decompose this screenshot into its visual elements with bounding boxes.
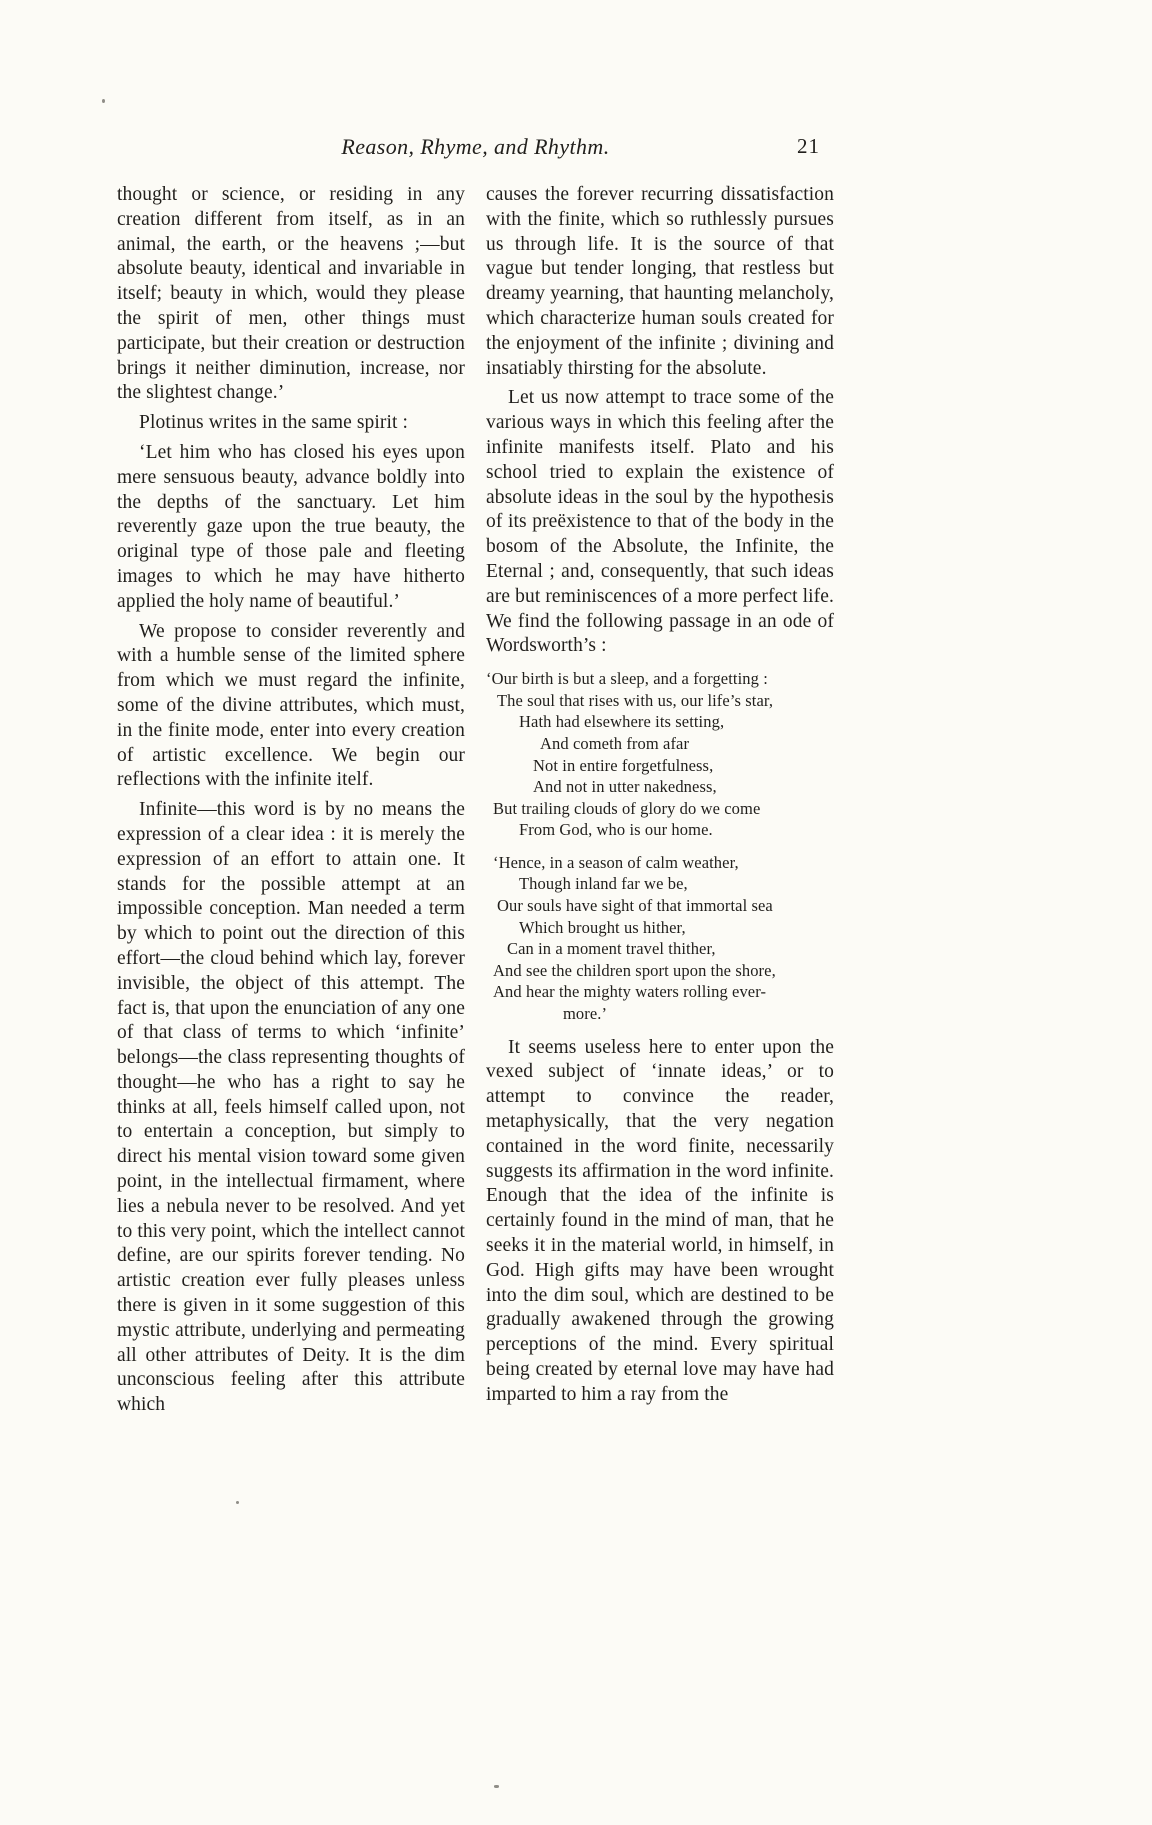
scan-speck — [236, 1501, 239, 1504]
page-number: 21 — [797, 134, 820, 158]
poem-line: But trailing clouds of glory do we come — [493, 798, 761, 818]
body-paragraph: causes the forever recurring dissatisfaction with the finite, which so ruthlessly pursues us through life. It is the source of that vague but tender longing, that restless but dreamy yearning, that haunting melancholy, which characterize human souls created for the enjoyment of the infinite ; divining and insatiably thirsting for the absolute. — [486, 184, 834, 379]
poem-line: Can in a moment travel thither, — [507, 939, 716, 959]
poem-line: more.’ — [563, 1004, 608, 1024]
page-header — [117, 134, 834, 164]
poem-line: ‘Hence, in a season of calm weather, — [493, 852, 739, 872]
poem-stanza — [486, 852, 834, 1025]
poem-line: ‘Our birth is but a sleep, and a forgetting : — [486, 669, 768, 689]
body-paragraph: We propose to consider reverently and with a humble sense of the limited sphere from which we must regard the infinite, some of the divine attributes, which must, in the finite mode, enter into every creation of artistic excellence. We begin our reflections with the infinite itelf. — [117, 620, 465, 791]
poem-line: And see the children sport upon the shore, — [493, 960, 776, 980]
poem-line: The soul that rises with us, our life’s star, — [497, 690, 774, 710]
poem-line: Hath had elsewhere its setting, — [519, 712, 725, 732]
body-paragraph: Let us now attempt to trace some of the various ways in which this feeling after the infinite manifests itself. Plato and his school tried to explain the existence of absolute ideas in the soul by the hypothesis of its preëxistence to that of the body in the bosom of the Absolute, the Infinite, the Eternal ; and, consequently, that such ideas are but reminiscences of a more perfect life. We find the following passage in an ode of Wordsworth’s : — [486, 387, 834, 657]
poem-line: Our souls have sight of that immortal sea — [497, 896, 773, 916]
body-paragraph: thought or science, or residing in any creation different from itself, as in an animal, the earth, or the heavens ;—but absolute beauty, identical and invariable in itself; beauty in which, would they please the spirit of men, other things must participate, but their creation or destruction brings it neither diminution, increase, nor the slightest change.’ — [117, 184, 465, 404]
poem-line: Not in entire forgetfulness, — [533, 755, 714, 775]
left-column — [117, 183, 465, 1423]
right-column — [486, 183, 834, 1423]
body-paragraph: Infinite—this word is by no means the expression of a clear idea : it is merely the expression of an effort to attain one. It stands for the possible attempt at an impossible conception. Man needed a term by which to point out the direction of this effort—the cloud behind which lay, forever invisible, the object of this attempt. The fact is, that upon the enunciation of any one of that class of terms to which ‘infinite’ belongs—the class representing thoughts of thought—he who has a right to say he thinks at all, feels himself called upon, not to entertain a conception, but simply to direct his mental vision toward some given point, in the intellectual firmament, where lies a nebula never to be resolved. And yet to this very point, which the intellect cannot define, are our spirits forever tending. No artistic creation ever fully pleases unless there is given in it some suggestion of this mystic attribute, underlying and permeating all other attributes of Deity. It is the dim unconscious feeling after this attribute which — [117, 799, 465, 1416]
poem-line: And not in utter nakedness, — [533, 777, 717, 797]
poem-line: And cometh from afar — [540, 733, 690, 753]
scan-speck — [102, 99, 105, 103]
body-paragraph: Plotinus writes in the same spirit : — [139, 412, 409, 434]
running-title: Reason, Rhyme, and Rhythm. — [341, 134, 610, 159]
two-column-body — [117, 183, 834, 1423]
poem-line: Which brought us hither, — [519, 917, 686, 937]
poem-stanza — [486, 668, 834, 841]
poem-line: From God, who is our home. — [519, 820, 713, 840]
poem-quotation — [486, 668, 834, 1025]
scan-speck — [494, 1785, 499, 1788]
body-paragraph: It seems useless here to enter upon the vexed subject of ‘innate ideas,’ or to attempt to convince the reader, metaphysically, that the very negation contained in the word finite, necessarily suggests its affirmation in the word infinite. Enough that the idea of the infinite is certainly found in the mind of man, that he seeks it in the material world, in himself, in God. High gifts may have been wrought into the dim soul, which are destined to be gradually awakened through the growing perceptions of the mind. Every spiritual being created by eternal love may have had imparted to him a ray from the — [486, 1036, 834, 1405]
poem-line: Though inland far we be, — [519, 874, 688, 894]
poem-line: And hear the mighty waters rolling ever- — [493, 982, 767, 1002]
body-paragraph: ‘Let him who has closed his eyes upon mere sensuous beauty, advance boldly into the depths of the sanctuary. Let him reverently gaze upon the true beauty, the original type of those pale and fleeting images to which he may have hitherto applied the holy name of beautiful.’ — [117, 441, 465, 612]
text-block — [117, 134, 834, 1423]
